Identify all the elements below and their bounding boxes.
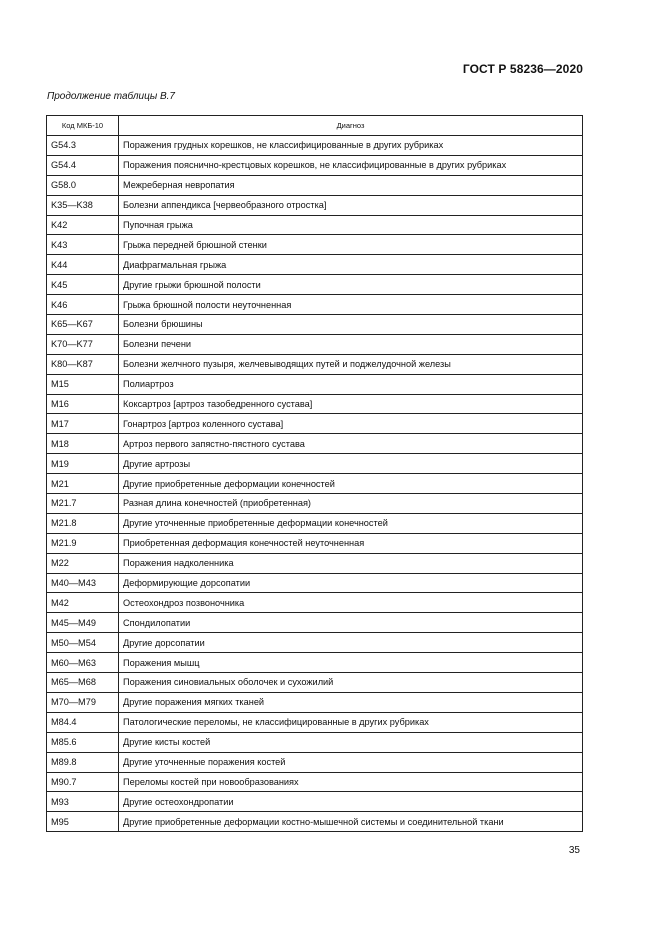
icd-code-cell: M40—M43 — [47, 573, 119, 593]
table-row — [47, 553, 583, 573]
table-row — [47, 136, 583, 156]
icd-code-cell: M70—M79 — [47, 692, 119, 712]
diagnosis-cell: Грыжа передней брюшной стенки — [119, 235, 583, 255]
diagnosis-cell: Болезни аппендикса [червеобразного отростка] — [119, 195, 583, 215]
table-row — [47, 175, 583, 195]
icd-code-cell: K43 — [47, 235, 119, 255]
icd-code-cell: M60—M63 — [47, 653, 119, 673]
diagnosis-cell: Пупочная грыжа — [119, 215, 583, 235]
diagnosis-cell: Переломы костей при новообразованиях — [119, 772, 583, 792]
table-caption: Продолжение таблицы В.7 — [47, 91, 175, 102]
diagnosis-cell: Другие кисты костей — [119, 732, 583, 752]
table-row — [47, 394, 583, 414]
icd-code-cell: M95 — [47, 812, 119, 832]
table-row — [47, 414, 583, 434]
table-row — [47, 155, 583, 175]
icd-code-cell: M19 — [47, 454, 119, 474]
icd-code-cell: K44 — [47, 255, 119, 275]
table-row — [47, 434, 583, 454]
icd-code-cell: M16 — [47, 394, 119, 414]
icd-code-cell: M21.9 — [47, 533, 119, 553]
icd-code-cell: M93 — [47, 792, 119, 812]
icd-code-cell: G58.0 — [47, 175, 119, 195]
icd-code-cell: M45—M49 — [47, 613, 119, 633]
diagnosis-cell: Артроз первого запястно-пястного сустава — [119, 434, 583, 454]
standard-designation: ГОСТ Р 58236—2020 — [462, 62, 583, 76]
diagnosis-cell: Гонартроз [артроз коленного сустава] — [119, 414, 583, 434]
diagnosis-cell: Поражения грудных корешков, не классифицированные в других рубриках — [119, 136, 583, 156]
table-row — [47, 732, 583, 752]
icd-code-cell: M85.6 — [47, 732, 119, 752]
table-row — [47, 712, 583, 732]
diagnosis-cell: Спондилопатии — [119, 613, 583, 633]
table-row — [47, 195, 583, 215]
table-row — [47, 772, 583, 792]
table-row — [47, 474, 583, 494]
table-row — [47, 374, 583, 394]
table-header-row — [47, 116, 583, 136]
icd-code-cell: K80—K87 — [47, 354, 119, 374]
table-row — [47, 673, 583, 693]
table-row — [47, 235, 583, 255]
icd-code-cell: K46 — [47, 295, 119, 315]
icd-code-cell: G54.4 — [47, 155, 119, 175]
diagnosis-cell: Другие грыжи брюшной полости — [119, 275, 583, 295]
diagnosis-cell: Другие уточненные поражения костей — [119, 752, 583, 772]
diagnosis-cell: Патологические переломы, не классифицированные в других рубриках — [119, 712, 583, 732]
table-row — [47, 533, 583, 553]
diagnosis-cell: Разная длина конечностей (приобретенная) — [119, 494, 583, 514]
diagnosis-cell: Поражения пояснично-крестцовых корешков, не классифицированные в других рубриках — [119, 155, 583, 175]
table-row — [47, 354, 583, 374]
table-row — [47, 295, 583, 315]
table-row — [47, 255, 583, 275]
icd-code-cell: M21.8 — [47, 513, 119, 533]
table-body — [47, 136, 583, 832]
diagnosis-cell: Поражения мышц — [119, 653, 583, 673]
table-row — [47, 613, 583, 633]
table-row — [47, 454, 583, 474]
page-number: 35 — [568, 845, 580, 856]
table-row — [47, 275, 583, 295]
diagnosis-cell: Болезни брюшины — [119, 315, 583, 335]
table-row — [47, 633, 583, 653]
icd-code-cell: M42 — [47, 593, 119, 613]
icd-code-cell: M65—M68 — [47, 673, 119, 693]
icd-code-cell: G54.3 — [47, 136, 119, 156]
icd-code-cell: M84.4 — [47, 712, 119, 732]
icd-code-cell: M17 — [47, 414, 119, 434]
icd-code-cell: K42 — [47, 215, 119, 235]
table-row — [47, 752, 583, 772]
table-row — [47, 653, 583, 673]
table-row — [47, 315, 583, 335]
diagnosis-cell: Другие дорсопатии — [119, 633, 583, 653]
icd-code-cell: M15 — [47, 374, 119, 394]
icd-code-cell: M21.7 — [47, 494, 119, 514]
diagnosis-cell: Болезни желчного пузыря, желчевыводящих путей и поджелудочной железы — [119, 354, 583, 374]
icd-code-cell: M89.8 — [47, 752, 119, 772]
icd-code-cell: K45 — [47, 275, 119, 295]
diagnosis-cell: Приобретенная деформация конечностей неуточненная — [119, 533, 583, 553]
diagnosis-table — [46, 115, 583, 832]
diagnosis-cell: Полиартроз — [119, 374, 583, 394]
diagnosis-cell: Диафрагмальная грыжа — [119, 255, 583, 275]
diagnosis-cell: Другие артрозы — [119, 454, 583, 474]
table-row — [47, 334, 583, 354]
icd-code-cell: M50—M54 — [47, 633, 119, 653]
table-row — [47, 692, 583, 712]
diagnosis-cell: Поражения надколенника — [119, 553, 583, 573]
diagnosis-cell: Другие остеохондропатии — [119, 792, 583, 812]
diagnosis-cell: Поражения синовиальных оболочек и сухожилий — [119, 673, 583, 693]
table-row — [47, 812, 583, 832]
diagnosis-cell: Межреберная невропатия — [119, 175, 583, 195]
diagnosis-cell: Болезни печени — [119, 334, 583, 354]
icd-code-cell: M90.7 — [47, 772, 119, 792]
table-row — [47, 573, 583, 593]
table-row — [47, 593, 583, 613]
diagnosis-cell: Деформирующие дорсопатии — [119, 573, 583, 593]
diagnosis-cell: Другие приобретенные деформации конечностей — [119, 474, 583, 494]
diagnosis-cell: Грыжа брюшной полости неуточненная — [119, 295, 583, 315]
icd-code-cell: K35—K38 — [47, 195, 119, 215]
diagnosis-cell: Коксартроз [артроз тазобедренного сустава] — [119, 394, 583, 414]
diagnosis-cell: Другие поражения мягких тканей — [119, 692, 583, 712]
diagnosis-cell: Другие приобретенные деформации костно-мышечной системы и соединительной ткани — [119, 812, 583, 832]
diagnosis-cell: Остеохондроз позвоночника — [119, 593, 583, 613]
icd-code-cell: K65—K67 — [47, 315, 119, 335]
table-row — [47, 494, 583, 514]
column-header-code: Код МКБ-10 — [47, 116, 119, 136]
column-header-diagnosis: Диагноз — [119, 116, 583, 136]
icd-code-cell: M21 — [47, 474, 119, 494]
icd-code-cell: K70—K77 — [47, 334, 119, 354]
table-row — [47, 215, 583, 235]
icd-code-cell: M22 — [47, 553, 119, 573]
icd-code-cell: M18 — [47, 434, 119, 454]
table-row — [47, 792, 583, 812]
table-row — [47, 513, 583, 533]
diagnosis-cell: Другие уточненные приобретенные деформации конечностей — [119, 513, 583, 533]
